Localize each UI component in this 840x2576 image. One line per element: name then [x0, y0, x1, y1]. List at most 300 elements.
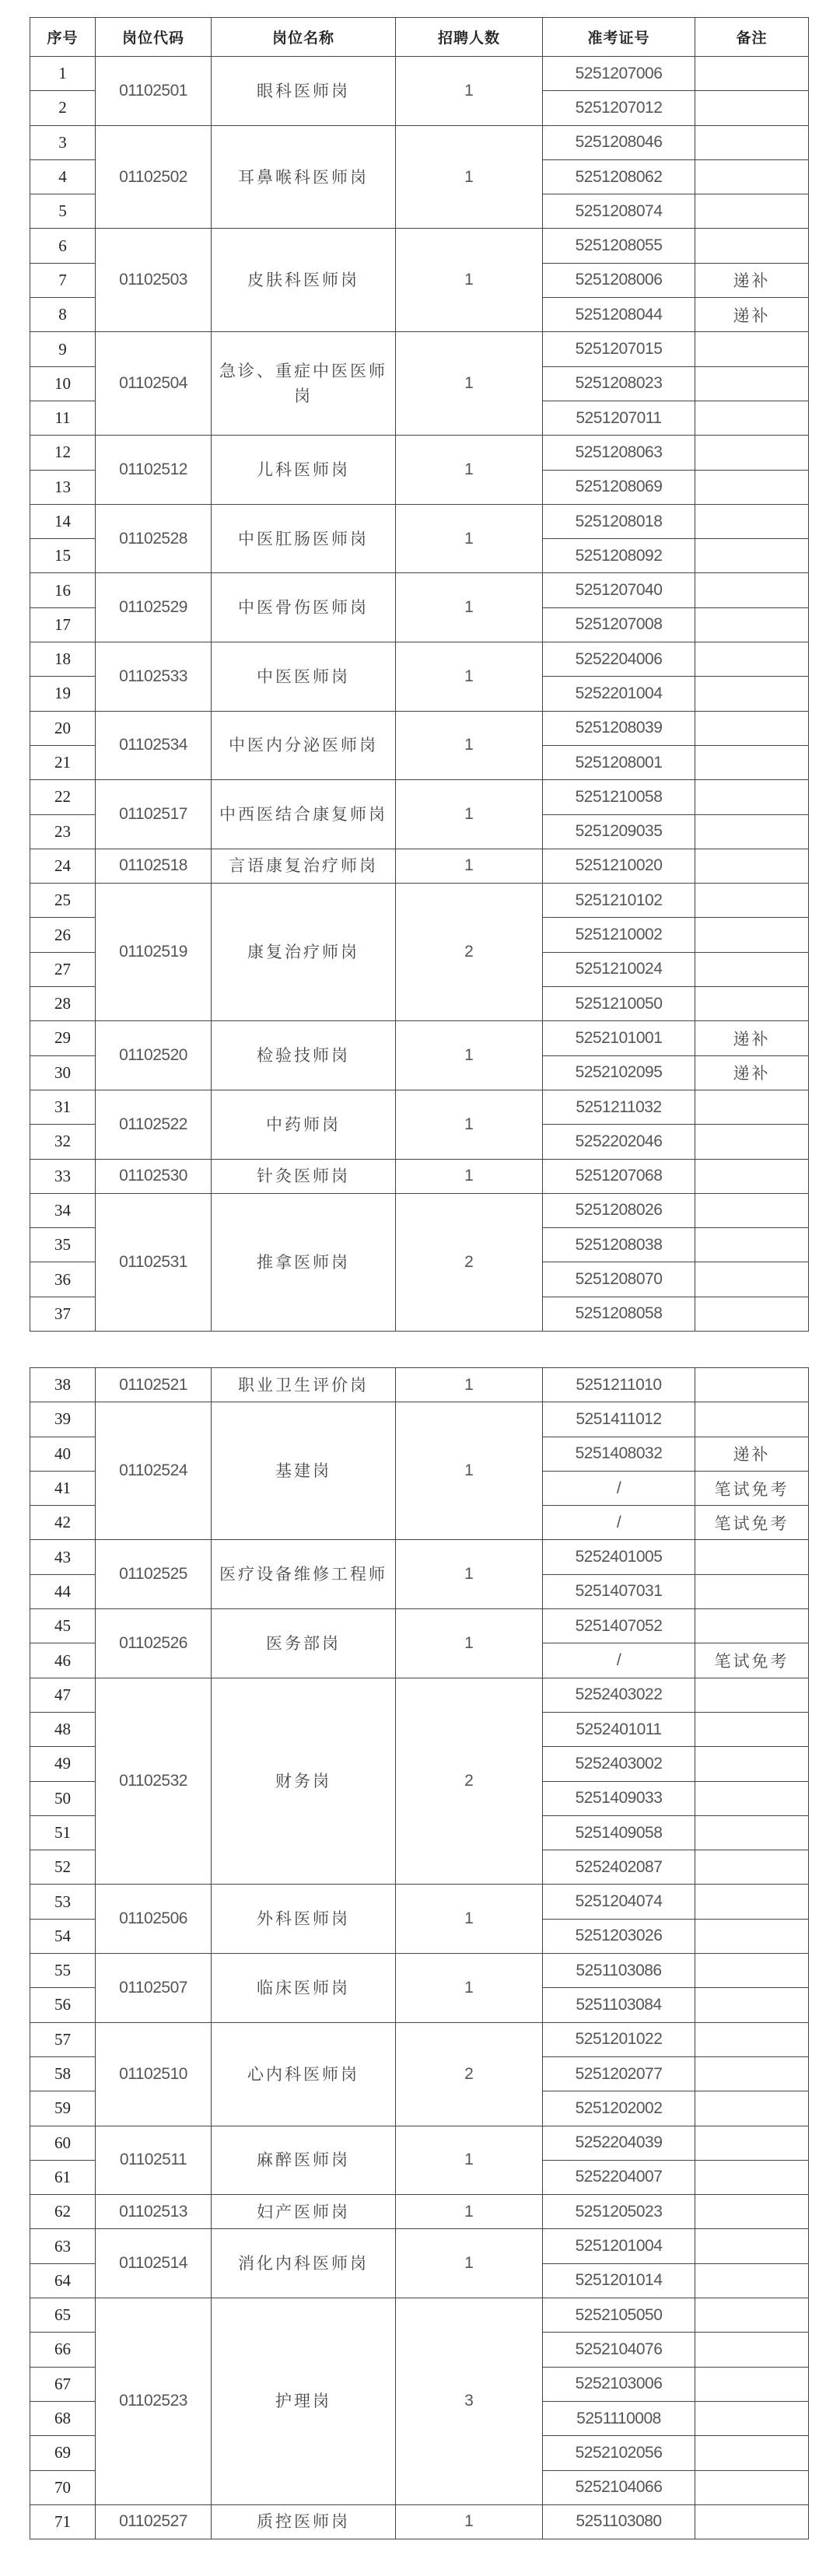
- row-index-cell: 24: [30, 849, 96, 883]
- exam-number-cell: 5252101001: [543, 1021, 695, 1055]
- position-name-cell: 眼科医师岗: [212, 57, 396, 126]
- remarks-cell: [695, 1125, 809, 1159]
- position-code-cell: 01102520: [96, 1021, 212, 1090]
- exam-number-cell: 5251211010: [543, 1368, 695, 1402]
- table-row: [30, 57, 809, 91]
- position-name-cell: 中医肛肠医师岗: [212, 504, 396, 573]
- remarks-cell: [695, 918, 809, 952]
- remarks-cell: [695, 159, 809, 194]
- position-code-cell: 01102530: [96, 1159, 212, 1193]
- remarks-cell: [695, 1090, 809, 1124]
- exam-number-cell: 5251409033: [543, 1781, 695, 1815]
- row-index-cell: 30: [30, 1055, 96, 1090]
- hire-count-cell: 1: [396, 1540, 543, 1609]
- position-code-cell: 01102522: [96, 1090, 212, 1159]
- position-code-cell: 01102523: [96, 2298, 212, 2505]
- remarks-cell: [695, 2298, 809, 2333]
- table-row: [30, 1193, 809, 1227]
- hire-count-cell: 1: [396, 332, 543, 436]
- exam-number-cell: 5251201004: [543, 2229, 695, 2263]
- row-index-cell: 31: [30, 1090, 96, 1124]
- remarks-cell: [695, 1815, 809, 1850]
- header-hire-count: 招聘人数: [396, 18, 543, 57]
- exam-number-cell: 5251208063: [543, 436, 695, 470]
- position-code-cell: 01102518: [96, 849, 212, 883]
- exam-number-cell: 5252104066: [543, 2470, 695, 2504]
- table-row: [30, 1609, 809, 1643]
- hire-count-cell: 2: [396, 1193, 543, 1331]
- row-index-cell: 50: [30, 1781, 96, 1815]
- row-index-cell: 36: [30, 1262, 96, 1297]
- row-index-cell: 55: [30, 1954, 96, 1988]
- table-row: [30, 332, 809, 366]
- table-row: [30, 125, 809, 159]
- table-row: [30, 229, 809, 263]
- remarks-cell: 笔试免考: [695, 1643, 809, 1678]
- exam-number-cell: 5252204039: [543, 2126, 695, 2160]
- header-index: 序号: [30, 18, 96, 57]
- remarks-cell: [695, 2056, 809, 2091]
- exam-number-cell: 5251203026: [543, 1919, 695, 1953]
- hire-count-cell: 1: [396, 1609, 543, 1678]
- table-row: [30, 1090, 809, 1124]
- position-code-cell: 01102526: [96, 1609, 212, 1678]
- row-index-cell: 45: [30, 1609, 96, 1643]
- remarks-cell: [695, 1297, 809, 1331]
- exam-number-cell: 5251411012: [543, 1402, 695, 1437]
- remarks-cell: [695, 1747, 809, 1781]
- row-index-cell: 59: [30, 2091, 96, 2126]
- exam-number-cell: 5251207068: [543, 1159, 695, 1193]
- remarks-cell: [695, 1262, 809, 1297]
- row-index-cell: 56: [30, 1988, 96, 2022]
- row-index-cell: 11: [30, 401, 96, 435]
- exam-number-cell: 5251207008: [543, 607, 695, 642]
- position-name-cell: 外科医师岗: [212, 1885, 396, 1954]
- row-index-cell: 38: [30, 1368, 96, 1402]
- hire-count-cell: 1: [396, 436, 543, 505]
- row-index-cell: 60: [30, 2126, 96, 2160]
- exam-number-cell: 5251210050: [543, 987, 695, 1021]
- row-index-cell: 22: [30, 780, 96, 814]
- remarks-cell: [695, 1712, 809, 1746]
- position-code-cell: 01102517: [96, 780, 212, 849]
- row-index-cell: 33: [30, 1159, 96, 1193]
- position-name-cell: 推拿医师岗: [212, 1193, 396, 1331]
- remarks-cell: [695, 2367, 809, 2401]
- row-index-cell: 49: [30, 1747, 96, 1781]
- row-index-cell: 43: [30, 1540, 96, 1574]
- table-row: [30, 2022, 809, 2056]
- hire-count-cell: 1: [396, 57, 543, 126]
- header-position-name: 岗位名称: [212, 18, 396, 57]
- remarks-cell: [695, 470, 809, 504]
- remarks-cell: [695, 642, 809, 677]
- remarks-cell: [695, 745, 809, 779]
- hire-count-cell: 1: [396, 2229, 543, 2298]
- remarks-cell: [695, 229, 809, 263]
- row-index-cell: 8: [30, 298, 96, 332]
- row-index-cell: 17: [30, 607, 96, 642]
- hire-count-cell: 1: [396, 1159, 543, 1193]
- exam-number-cell: 5251103080: [543, 2504, 695, 2539]
- exam-number-cell: 5252104076: [543, 2333, 695, 2367]
- remarks-cell: [695, 366, 809, 401]
- exam-number-cell: 5251408032: [543, 1437, 695, 1471]
- exam-number-cell: 5252401005: [543, 1540, 695, 1574]
- exam-number-cell: /: [543, 1506, 695, 1540]
- exam-number-cell: 5251207015: [543, 332, 695, 366]
- remarks-cell: [695, 2333, 809, 2367]
- row-index-cell: 41: [30, 1471, 96, 1505]
- table-row: [30, 1540, 809, 1574]
- hire-count-cell: 1: [396, 125, 543, 229]
- remarks-cell: [695, 2195, 809, 2229]
- position-name-cell: 消化内科医师岗: [212, 2229, 396, 2298]
- position-code-cell: 01102514: [96, 2229, 212, 2298]
- exam-number-cell: 5252204006: [543, 642, 695, 677]
- remarks-cell: [695, 332, 809, 366]
- remarks-cell: [695, 1193, 809, 1227]
- row-index-cell: 18: [30, 642, 96, 677]
- exam-number-cell: 5251208039: [543, 711, 695, 745]
- position-code-cell: 01102513: [96, 2195, 212, 2229]
- remarks-cell: [695, 987, 809, 1021]
- remarks-cell: [695, 2126, 809, 2160]
- row-index-cell: 1: [30, 57, 96, 91]
- exam-number-cell: 5252403022: [543, 1678, 695, 1712]
- row-index-cell: 57: [30, 2022, 96, 2056]
- remarks-cell: [695, 57, 809, 91]
- table-row: [30, 2195, 809, 2229]
- remarks-cell: [695, 849, 809, 883]
- position-name-cell: 中医医师岗: [212, 642, 396, 712]
- position-code-cell: 01102512: [96, 436, 212, 505]
- remarks-cell: [695, 780, 809, 814]
- position-code-cell: 01102534: [96, 711, 212, 780]
- table-row: [30, 642, 809, 677]
- row-index-cell: 58: [30, 2056, 96, 2091]
- position-code-cell: 01102507: [96, 1954, 212, 2023]
- remarks-cell: [695, 2160, 809, 2194]
- position-code-cell: 01102525: [96, 1540, 212, 1609]
- exam-number-cell: 5251208044: [543, 298, 695, 332]
- row-index-cell: 34: [30, 1193, 96, 1227]
- remarks-cell: [695, 2091, 809, 2126]
- hire-count-cell: 2: [396, 1678, 543, 1885]
- remarks-cell: [695, 1885, 809, 1919]
- position-code-cell: 01102528: [96, 504, 212, 573]
- position-name-cell: 医疗设备维修工程师: [212, 1540, 396, 1609]
- row-index-cell: 46: [30, 1643, 96, 1678]
- exam-number-cell: 5251208074: [543, 194, 695, 229]
- exam-number-cell: 5251407052: [543, 1609, 695, 1643]
- table-row: [30, 1402, 809, 1437]
- exam-number-cell: 5251208058: [543, 1297, 695, 1331]
- exam-number-cell: 5251409058: [543, 1815, 695, 1850]
- hire-count-cell: 1: [396, 504, 543, 573]
- exam-number-cell: 5251208001: [543, 745, 695, 779]
- exam-number-cell: 5251201022: [543, 2022, 695, 2056]
- exam-number-cell: 5251202002: [543, 2091, 695, 2126]
- remarks-cell: [695, 436, 809, 470]
- remarks-cell: 递补: [695, 298, 809, 332]
- exam-number-cell: 5251205023: [543, 2195, 695, 2229]
- remarks-cell: 笔试免考: [695, 1471, 809, 1505]
- remarks-cell: [695, 1954, 809, 1988]
- position-name-cell: 基建岗: [212, 1402, 396, 1540]
- exam-number-cell: 5251208092: [543, 539, 695, 573]
- row-index-cell: 25: [30, 884, 96, 918]
- hire-count-cell: 1: [396, 573, 543, 642]
- position-name-cell: 护理岗: [212, 2298, 396, 2505]
- position-code-cell: 01102524: [96, 1402, 212, 1540]
- position-code-cell: 01102533: [96, 642, 212, 712]
- exam-number-cell: 5251211032: [543, 1090, 695, 1124]
- position-code-cell: 01102527: [96, 2504, 212, 2539]
- header-position-code: 岗位代码: [96, 18, 212, 57]
- row-index-cell: 67: [30, 2367, 96, 2401]
- row-index-cell: 42: [30, 1506, 96, 1540]
- table-row: [30, 1159, 809, 1193]
- hire-count-cell: 1: [396, 780, 543, 849]
- row-index-cell: 7: [30, 263, 96, 297]
- hire-count-cell: 1: [396, 1885, 543, 1954]
- exam-number-cell: 5251207011: [543, 401, 695, 435]
- exam-number-cell: 5251210020: [543, 849, 695, 883]
- remarks-cell: [695, 1919, 809, 1953]
- row-index-cell: 6: [30, 229, 96, 263]
- table-row: [30, 1954, 809, 1988]
- hire-count-cell: 2: [396, 2022, 543, 2126]
- remarks-cell: [695, 91, 809, 125]
- position-code-cell: 01102519: [96, 884, 212, 1021]
- position-code-cell: 01102531: [96, 1193, 212, 1331]
- remarks-cell: [695, 194, 809, 229]
- position-code-cell: 01102501: [96, 57, 212, 126]
- remarks-cell: [695, 2436, 809, 2470]
- remarks-cell: [695, 125, 809, 159]
- hire-count-cell: 3: [396, 2298, 543, 2505]
- hire-count-cell: 1: [396, 1402, 543, 1540]
- exam-number-cell: 5251210058: [543, 780, 695, 814]
- exam-number-cell: 5251103086: [543, 1954, 695, 1988]
- exam-number-cell: 5252102056: [543, 2436, 695, 2470]
- remarks-cell: [695, 1988, 809, 2022]
- position-name-cell: 针灸医师岗: [212, 1159, 396, 1193]
- position-name-cell: 中药师岗: [212, 1090, 396, 1159]
- remarks-cell: [695, 401, 809, 435]
- hire-count-cell: 1: [396, 1090, 543, 1159]
- exam-number-cell: 5252204007: [543, 2160, 695, 2194]
- remarks-cell: 递补: [695, 1437, 809, 1471]
- exam-number-cell: 5251202077: [543, 2056, 695, 2091]
- table-row: [30, 849, 809, 883]
- table-row: [30, 1678, 809, 1712]
- row-index-cell: 63: [30, 2229, 96, 2263]
- row-index-cell: 68: [30, 2401, 96, 2435]
- table-row: [30, 780, 809, 814]
- remarks-cell: 递补: [695, 1021, 809, 1055]
- row-index-cell: 32: [30, 1125, 96, 1159]
- hire-count-cell: 1: [396, 1954, 543, 2023]
- position-code-cell: 01102511: [96, 2126, 212, 2195]
- remarks-cell: [695, 2504, 809, 2539]
- row-index-cell: 10: [30, 366, 96, 401]
- remarks-cell: [695, 1228, 809, 1262]
- position-name-cell: 急诊、重症中医医师岗: [212, 332, 396, 436]
- table-row: [30, 884, 809, 918]
- exam-number-cell: 5251208023: [543, 366, 695, 401]
- row-index-cell: 13: [30, 470, 96, 504]
- row-index-cell: 23: [30, 814, 96, 849]
- exam-number-cell: 5251207012: [543, 91, 695, 125]
- row-index-cell: 5: [30, 194, 96, 229]
- remarks-cell: [695, 539, 809, 573]
- remarks-cell: [695, 1159, 809, 1193]
- exam-number-cell: 5251208070: [543, 1262, 695, 1297]
- remarks-cell: 递补: [695, 1055, 809, 1090]
- position-name-cell: 检验技师岗: [212, 1021, 396, 1090]
- exam-number-cell: 5252202046: [543, 1125, 695, 1159]
- exam-number-cell: 5252102095: [543, 1055, 695, 1090]
- table-row: [30, 1885, 809, 1919]
- exam-number-cell: 5251208055: [543, 229, 695, 263]
- row-index-cell: 35: [30, 1228, 96, 1262]
- row-index-cell: 29: [30, 1021, 96, 1055]
- exam-number-cell: 5251208062: [543, 159, 695, 194]
- row-index-cell: 44: [30, 1574, 96, 1608]
- hire-count-cell: 1: [396, 1368, 543, 1402]
- remarks-cell: [695, 1850, 809, 1885]
- position-name-cell: 医务部岗: [212, 1609, 396, 1678]
- remarks-cell: [695, 2229, 809, 2263]
- remarks-cell: [695, 1402, 809, 1437]
- position-name-cell: 言语康复治疗师岗: [212, 849, 396, 883]
- row-index-cell: 54: [30, 1919, 96, 1953]
- row-index-cell: 61: [30, 2160, 96, 2194]
- exam-number-cell: 5251201014: [543, 2263, 695, 2298]
- exam-number-cell: 5252105050: [543, 2298, 695, 2333]
- row-index-cell: 2: [30, 91, 96, 125]
- position-code-cell: 01102502: [96, 125, 212, 229]
- remarks-cell: 笔试免考: [695, 1506, 809, 1540]
- remarks-cell: [695, 573, 809, 607]
- row-index-cell: 27: [30, 952, 96, 986]
- header-row: [30, 18, 809, 57]
- results-table-part-1: [30, 17, 809, 1332]
- remarks-cell: [695, 952, 809, 986]
- exam-number-cell: 5251103084: [543, 1988, 695, 2022]
- exam-number-cell: 5251208038: [543, 1228, 695, 1262]
- position-name-cell: 心内科医师岗: [212, 2022, 396, 2126]
- table-row: [30, 1021, 809, 1055]
- table-row: [30, 711, 809, 745]
- table-row: [30, 2126, 809, 2160]
- position-name-cell: 妇产医师岗: [212, 2195, 396, 2229]
- header-exam-number: 准考证号: [543, 18, 695, 57]
- position-name-cell: 耳鼻喉科医师岗: [212, 125, 396, 229]
- row-index-cell: 9: [30, 332, 96, 366]
- row-index-cell: 26: [30, 918, 96, 952]
- position-code-cell: 01102504: [96, 332, 212, 436]
- remarks-cell: [695, 884, 809, 918]
- remarks-cell: [695, 1368, 809, 1402]
- position-name-cell: 麻醉医师岗: [212, 2126, 396, 2195]
- exam-number-cell: 5251210102: [543, 884, 695, 918]
- row-index-cell: 65: [30, 2298, 96, 2333]
- exam-number-cell: 5252402087: [543, 1850, 695, 1885]
- row-index-cell: 53: [30, 1885, 96, 1919]
- remarks-cell: [695, 2470, 809, 2504]
- table-row: [30, 504, 809, 538]
- row-index-cell: 48: [30, 1712, 96, 1746]
- exam-number-cell: 5251209035: [543, 814, 695, 849]
- exam-number-cell: /: [543, 1643, 695, 1678]
- exam-number-cell: 5251208069: [543, 470, 695, 504]
- hire-count-cell: 1: [396, 849, 543, 883]
- position-code-cell: 01102532: [96, 1678, 212, 1885]
- position-name-cell: 中医内分泌医师岗: [212, 711, 396, 780]
- row-index-cell: 28: [30, 987, 96, 1021]
- exam-number-cell: 5251204074: [543, 1885, 695, 1919]
- remarks-cell: [695, 1540, 809, 1574]
- remarks-cell: [695, 504, 809, 538]
- position-name-cell: 财务岗: [212, 1678, 396, 1885]
- row-index-cell: 37: [30, 1297, 96, 1331]
- row-index-cell: 51: [30, 1815, 96, 1850]
- table-row: [30, 2298, 809, 2333]
- remarks-cell: [695, 814, 809, 849]
- hire-count-cell: 1: [396, 2504, 543, 2539]
- position-name-cell: 质控医师岗: [212, 2504, 396, 2539]
- row-index-cell: 3: [30, 125, 96, 159]
- exam-number-cell: 5251110008: [543, 2401, 695, 2435]
- exam-number-cell: 5252401011: [543, 1712, 695, 1746]
- row-index-cell: 19: [30, 677, 96, 711]
- position-name-cell: 康复治疗师岗: [212, 884, 396, 1021]
- position-name-cell: 中医骨伤医师岗: [212, 573, 396, 642]
- remarks-cell: 递补: [695, 263, 809, 297]
- table-row: [30, 2229, 809, 2263]
- table-row: [30, 573, 809, 607]
- position-name-cell: 儿科医师岗: [212, 436, 396, 505]
- remarks-cell: [695, 1678, 809, 1712]
- remarks-cell: [695, 711, 809, 745]
- exam-number-cell: 5251208046: [543, 125, 695, 159]
- row-index-cell: 66: [30, 2333, 96, 2367]
- hire-count-cell: 1: [396, 2195, 543, 2229]
- exam-number-cell: 5251208018: [543, 504, 695, 538]
- results-table-part-2: [30, 1367, 809, 2539]
- position-name-cell: 皮肤科医师岗: [212, 229, 396, 332]
- hire-count-cell: 1: [396, 229, 543, 332]
- row-index-cell: 15: [30, 539, 96, 573]
- position-code-cell: 01102521: [96, 1368, 212, 1402]
- exam-number-cell: 5251207040: [543, 573, 695, 607]
- exam-number-cell: 5251208026: [543, 1193, 695, 1227]
- position-code-cell: 01102529: [96, 573, 212, 642]
- row-index-cell: 20: [30, 711, 96, 745]
- exam-number-cell: 5251208006: [543, 263, 695, 297]
- remarks-cell: [695, 1781, 809, 1815]
- exam-number-cell: 5251207006: [543, 57, 695, 91]
- position-code-cell: 01102510: [96, 2022, 212, 2126]
- position-name-cell: 中西医结合康复师岗: [212, 780, 396, 849]
- row-index-cell: 69: [30, 2436, 96, 2470]
- hire-count-cell: 1: [396, 642, 543, 712]
- hire-count-cell: 1: [396, 1021, 543, 1090]
